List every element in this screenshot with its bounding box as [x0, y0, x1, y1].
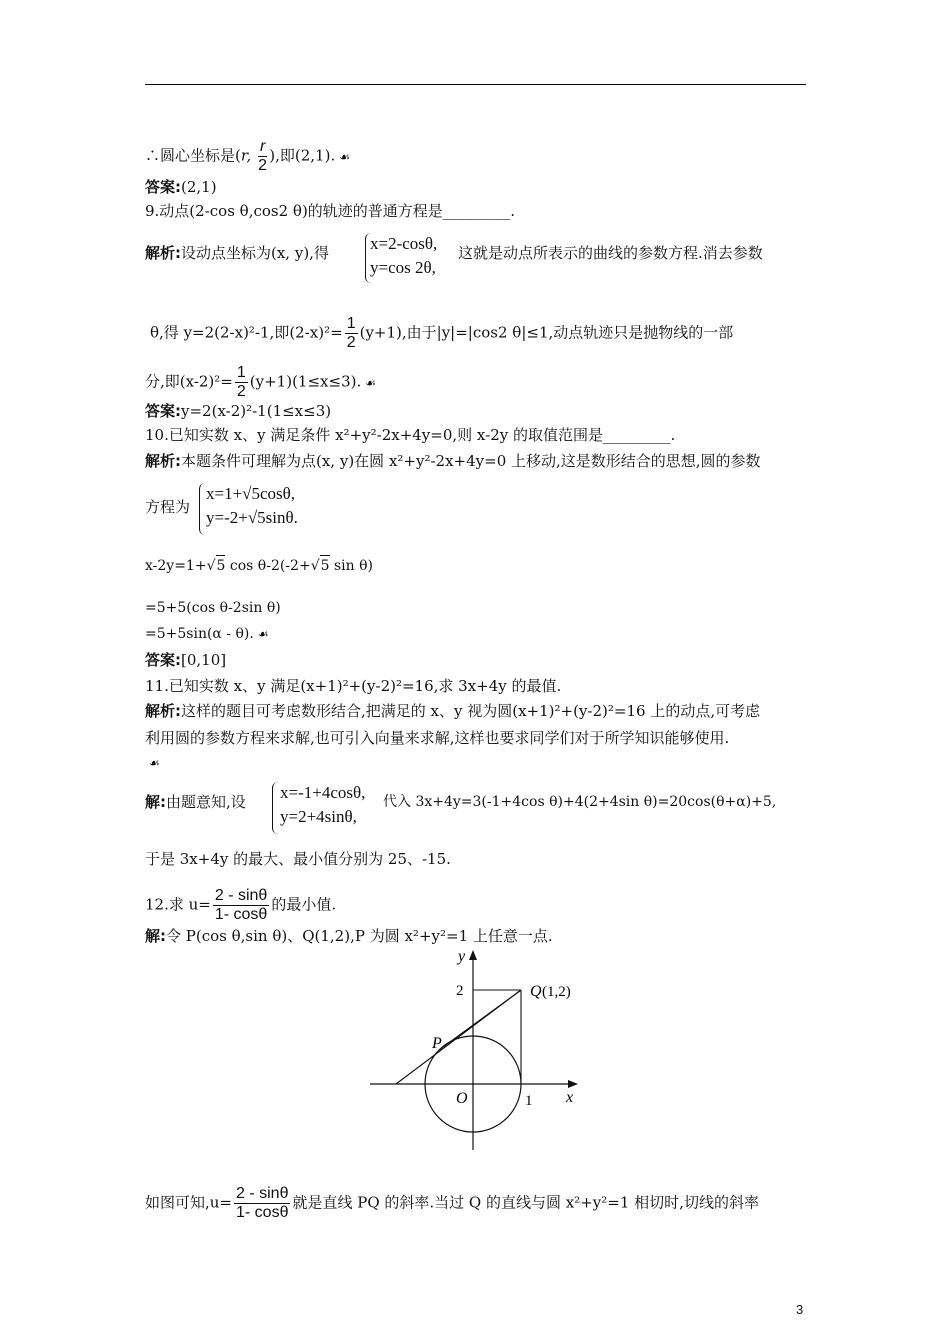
q9-system: x=2-cosθ, y=cos 2θ, [370, 234, 438, 277]
q10-analysis-line3: x-2y=1+√5 cos θ-2(-2+√5 sin θ) [145, 555, 373, 576]
y-label: y [458, 948, 466, 965]
q11-analysis-line2: 利用圆的参数方程来求解,也可引入向量来求解,这样也要求同学们对于所学知识能够使用. [145, 729, 730, 747]
mark-icon: ☙ [257, 627, 269, 641]
q10-system: x=1+√5cosθ, y=-2+√5sinθ. [206, 484, 298, 527]
mark-icon: ☙ [339, 149, 350, 164]
q10-analysis-line2: 方程为 [145, 498, 191, 516]
fraction-half: $\frac{1}{2}$ [346, 315, 356, 351]
q12-solution-line2: 如图可知,u= $\frac{2 - \sin\theta}{1- \cos\theta}$ 就是直线 PQ 的斜率.当过 Q 的直线与圆 x²+y²=1 相切时,切线的斜率 [145, 1185, 759, 1221]
mark-line [145, 752, 160, 773]
q11-system: x=-1+4cosθ, y=2+4sinθ, [280, 783, 366, 826]
q10-analysis-line5: =5+5sin(α - θ). ☙ [145, 626, 269, 642]
header-rule [145, 84, 806, 85]
mark-icon: ☙ [149, 756, 160, 770]
label-q: Q [530, 983, 542, 1000]
question-9: 9.动点(2-cos θ,cos2 θ)的轨迹的普通方程是_________. [145, 202, 516, 220]
q9-analysis-tail: 这就是动点所表示的曲线的参数方程.消去参数 [458, 244, 763, 262]
q12-solution-line1: 解:令 P(cos θ,sin θ)、Q(1,2),P 为圆 x²+y²=1 上任意一点. [145, 927, 553, 945]
answer-10: 答案:[0,10] [145, 651, 227, 669]
fraction-u: $\frac{2 - \sin\theta}{1- \cos\theta}$ [214, 887, 268, 923]
q9-analysis-line2: θ,得 y=2(2-x)²-1,即(2-x)²= $\frac{1}{2}$ (y+1),由于|y|=|cos2 θ|≤1,动点轨迹只是抛物线的一部 [150, 315, 734, 351]
q9-analysis-line1: 解析:设动点坐标为(x, y),得 [145, 244, 329, 262]
fraction-u-2: $\frac{2 - \sin\theta}{1- \cos\theta}$ [236, 1185, 289, 1221]
q11-solution-line1: 解:由题意知,设 [145, 793, 246, 811]
answer-1: 答案:(2,1) [145, 178, 217, 196]
mark-icon: ☙ [365, 375, 376, 390]
fraction-half-2: $\frac{1}{2}$ [236, 364, 246, 400]
label-q-coord: (1,2) [542, 984, 571, 1000]
q10-analysis-line1: 解析:本题条件可理解为点(x, y)在圆 x²+y²-2x+4y=0 上移动,这是数形结合的思想,圆的参数 [145, 452, 761, 470]
label-two: 2 [456, 983, 464, 999]
question-10: 10.已知实数 x、y 满足条件 x²+y²-2x+4y=0,则 x-2y 的取值范围是_________. [145, 426, 676, 444]
fraction-r-over-2: $\frac{r}{2}$ [258, 138, 268, 174]
label-one: 1 [525, 1093, 533, 1109]
question-12: 12.求 u= $\frac{2 - \sin\theta}{1- \cos\theta}$ 的最小值. [145, 887, 337, 923]
circle-diagram [368, 945, 583, 1155]
label-o: O [456, 1090, 468, 1107]
label-p: P [432, 1035, 442, 1052]
q11-solution-line2: 于是 3x+4y 的最大、最小值分别为 25、-15. [145, 850, 451, 868]
question-11: 11.已知实数 x、y 满足(x+1)²+(y-2)²=16,求 3x+4y 的最值. [145, 677, 562, 695]
answer-9: 答案:y=2(x-2)²-1(1≤x≤3) [145, 402, 332, 420]
q11-solution-tail: 代入 3x+4y=3(-1+4cos θ)+4(2+4sin θ)=20cos(θ+α)+5, [383, 794, 777, 810]
line-center-coord: ∴圆心坐标是(r, $\frac{r}{2}$ ),即(2,1). ☙ [145, 138, 350, 174]
q10-analysis-line4: =5+5(cos θ-2sin θ) [145, 600, 281, 616]
page-number: 3 [796, 1302, 804, 1317]
q9-analysis-line3: 分,即(x-2)²= $\frac{1}{2}$ (y+1)(1≤x≤3). ☙ [145, 364, 376, 400]
x-label: x [566, 1089, 574, 1106]
q11-analysis-line1: 解析:这样的题目可考虑数形结合,把满足的 x、y 视为圆(x+1)²+(y-2)²=16 上的动点,可考虑 [145, 702, 761, 720]
